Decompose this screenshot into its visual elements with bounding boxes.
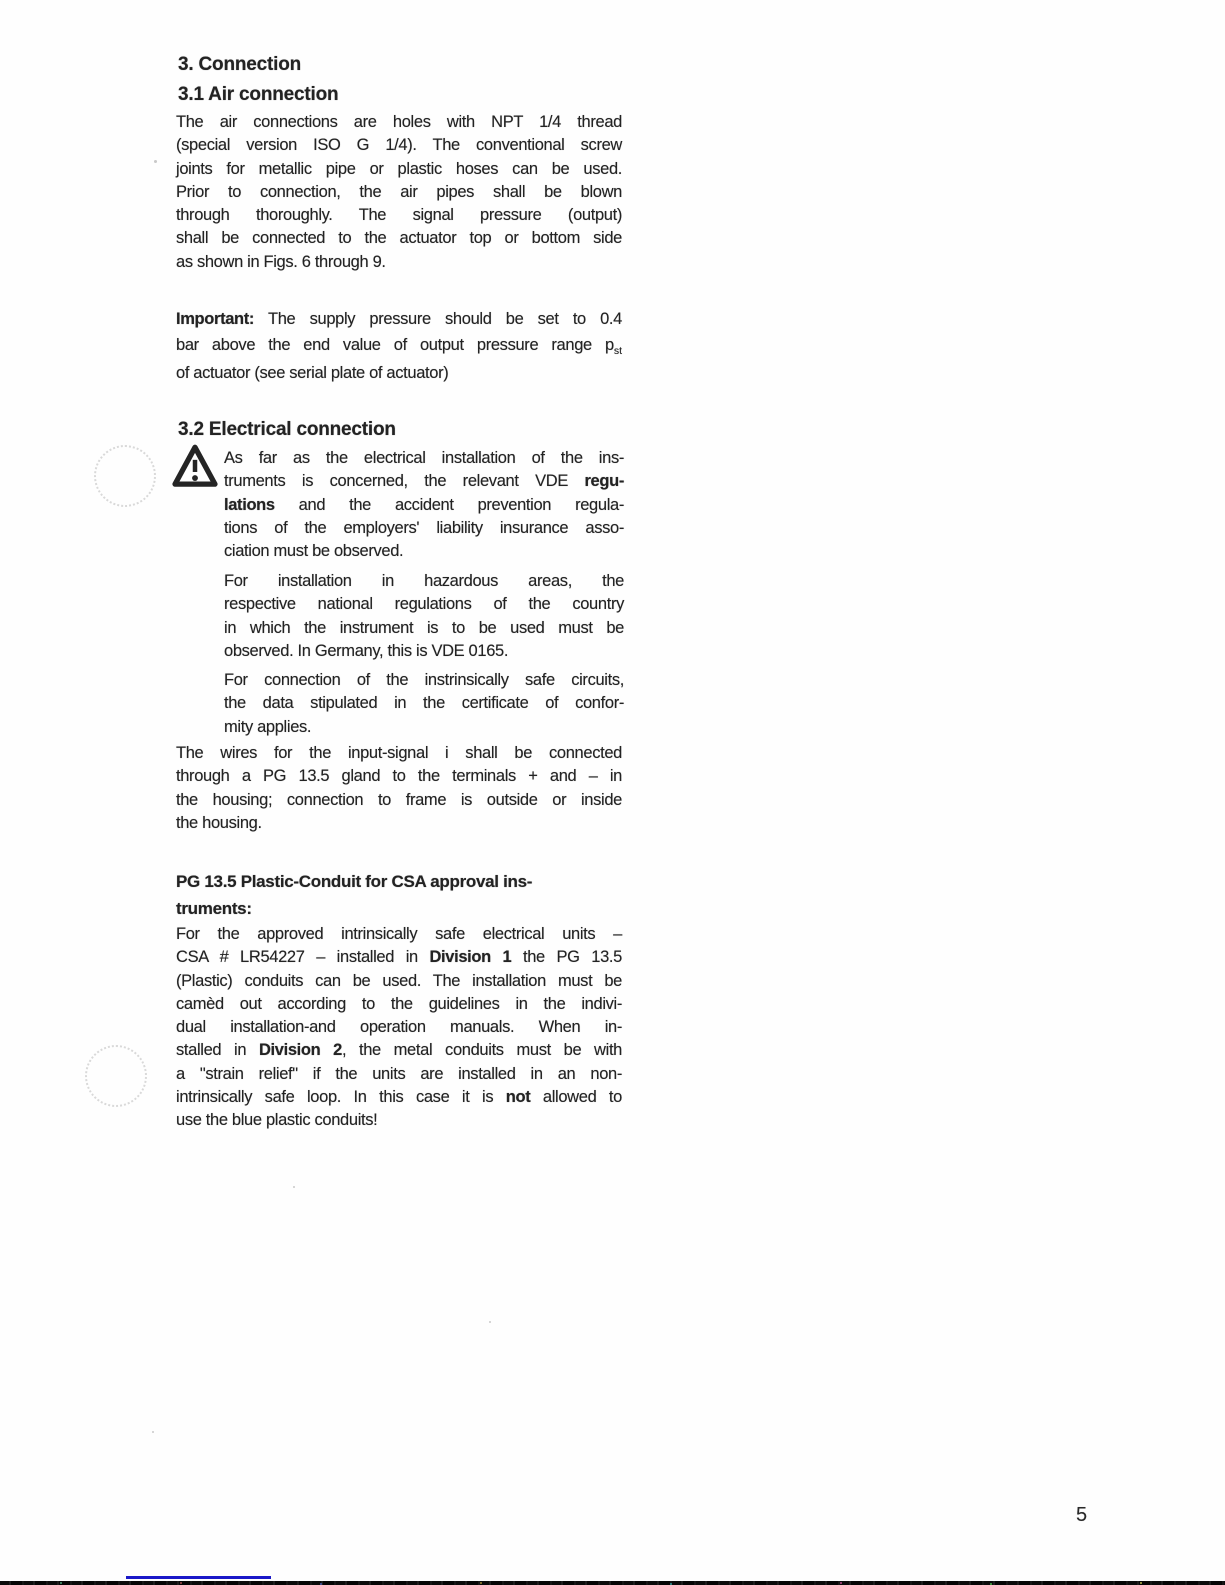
scan-speck [152, 1431, 154, 1433]
text-line: tions of the employers' liability insurance asso- [224, 518, 624, 537]
text-line: the housing. [176, 813, 262, 832]
text-line: shall be connected to the actuator top or bottom side [176, 229, 622, 248]
text-line: camèd out according to the guidelines in the indivi- [176, 994, 622, 1013]
text-line: bar above the end value of output pressure range $p_{st}$ [176, 336, 622, 357]
text-line: For the approved intrinsically safe electrical units – [176, 925, 622, 943]
text-line: through thoroughly. The signal pressure (output) [176, 206, 622, 225]
text-line: mity applies. [224, 717, 312, 736]
text-line: truments is concerned, the relevant VDE regu- [224, 472, 624, 491]
text-line: lations and the accident prevention regula- [224, 495, 624, 514]
important-note [176, 306, 622, 386]
heading-pg135-conduit [176, 869, 622, 922]
paragraph-intrinsically-safe [224, 669, 624, 739]
paragraph-wires [176, 742, 622, 835]
text-line: dual installation-and operation manuals. When in- [176, 1018, 622, 1037]
text-line: intrinsically safe loop. In this case it is not allowed to [176, 1088, 622, 1107]
text-line: as shown in Figs. 6 through 9. [176, 252, 386, 271]
text-line: Important: The supply pressure should be set to 0.4 [176, 310, 622, 328]
text-line: (special version ISO G 1/4). The conventional screw [176, 136, 622, 155]
paragraph-csa-approval [176, 923, 622, 1133]
text-line: The wires for the input-signal i shall be connected [176, 744, 622, 762]
text-line: through a PG 13.5 gland to the terminals + and – in [176, 767, 622, 786]
warning-icon [171, 443, 219, 490]
section-heading-air: 3.1 Air connection [178, 84, 339, 105]
punch-hole-artifact-bottom [85, 1045, 147, 1107]
scan-bottom-bar [0, 1581, 1225, 1585]
scan-speck [489, 1321, 491, 1323]
text-line: the data stipulated in the certificate of confor- [224, 694, 624, 713]
text-line: The air connections are holes with NPT 1/4 thread [176, 113, 622, 131]
text-line: CSA # LR54227 – installed in Division 1 the PG 13.5 [176, 948, 622, 967]
text-line: (Plastic) conduits can be used. The installation must be [176, 971, 622, 990]
text-line: a "strain relief" if the units are installed in an non- [176, 1064, 622, 1083]
text-line: For installation in hazardous areas, the [224, 572, 624, 590]
text-line: ciation must be observed. [224, 542, 404, 561]
important-label: Important: [176, 310, 255, 328]
text-line: use the blue plastic conduits! [176, 1111, 378, 1130]
scan-bottom-noise [60, 1582, 62, 1584]
section-heading-connection: 3. Connection [178, 54, 302, 75]
page-number: 5 [1076, 1504, 1088, 1526]
paragraph-air-connection [176, 111, 622, 274]
section-heading-electrical: 3.2 Electrical connection [178, 419, 396, 440]
text-line: the housing; connection to frame is outside or inside [176, 790, 622, 809]
text-line: in which the instrument is to be used must be [224, 618, 624, 637]
text-line: truments: [176, 898, 252, 918]
text-line: respective national regulations of the country [224, 595, 624, 614]
text-line: of actuator (see serial plate of actuator) [176, 364, 449, 382]
text-line: observed. In Germany, this is VDE 0165. [224, 641, 509, 660]
text-line: Prior to connection, the air pipes shall be blown [176, 182, 622, 201]
text-line: As far as the electrical installation of the ins- [224, 449, 624, 467]
scan-speck [293, 1186, 295, 1188]
text-line: stalled in Division 2, the metal conduits must be with [176, 1041, 623, 1060]
punch-hole-artifact-top [94, 445, 156, 507]
text-line: PG 13.5 Plastic-Conduit for CSA approval ins- [176, 872, 533, 891]
text-line: joints for metallic pipe or plastic hoses can be used. [176, 159, 622, 178]
paragraph-vde-regulations [224, 447, 624, 563]
blue-underline-mark [126, 1576, 271, 1579]
subscript-pst: st [613, 345, 622, 357]
paragraph-hazardous-areas [224, 570, 624, 663]
text-line: For connection of the instrinsically safe circuits, [224, 671, 624, 689]
scan-speck [154, 160, 157, 163]
